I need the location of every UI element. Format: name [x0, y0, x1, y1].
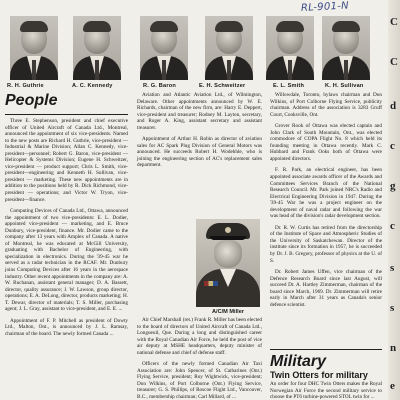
headshot-strip	[0, 16, 388, 82]
article-paragraph: An order for four DHC Twin Otters makes the Royal Norwegian Air Force the second military service to choose the PT6 turbine-powered STOL twin for ...	[270, 381, 382, 400]
military-heading: Military	[270, 353, 327, 370]
photo-caption: E. H. Schweitzer	[199, 83, 246, 89]
edge-glyph: C	[390, 16, 398, 28]
portrait-caption: A/C/M Miller	[211, 309, 244, 315]
article-paragraph: Dr. Robert James Uffen, vice chairman of the Defence Research Board since last August, will succeed Dr. A. Hartley Zimmerman, chairman of the board since March, 1969. Dr. Zimmerman will retire early in March after 31 years as Canada's senior defence scientist.	[270, 269, 382, 308]
people-heading: People	[5, 92, 58, 109]
headshot-photo	[73, 16, 121, 80]
edge-glyph: C	[390, 56, 398, 68]
article-paragraph: Officers of the newly formed Canadian Air Taxi Association are: John Spencer, of St. Catharines (Ont.) Flying Service, president; Roy Wightwick, vice-president; Don Wilkins, of Port Colborne (Ont.) Flying Service, treasurer; G. S. Phillips, of Roscoe Flight Ltd., Vancouver, B.C., membership chairman; Carl Millard, of ...	[137, 361, 262, 400]
headshot-photo	[140, 16, 188, 80]
edge-glyph: c	[390, 220, 395, 232]
article-paragraph: Dr. R. W. Curtis has retired from the directorship of the Institute of Space and Atmospheric Studies of the University of Saskatchewan. Director of the institute since its formation in 1957, he is succeeded by Dr. J. B. Gregory, professor of physics at the U. of S.	[270, 224, 382, 264]
article-column-3	[270, 92, 382, 313]
edge-glyph: s	[390, 302, 395, 314]
article-column-2	[137, 92, 262, 174]
edge-glyph: e	[390, 380, 395, 392]
article-column-2-lower	[137, 317, 262, 400]
photo-caption: E. L. Smith	[273, 83, 305, 89]
photo-caption: A. C. Kennedy	[72, 83, 113, 89]
article-paragraph: Willowdale, Toronto, bylaws chairman and Don Wilkins, of Port Colborne Flying Service, publicity chairman. Address of the association is 3283 Gruff Court, Cooksville, Ont.	[270, 92, 382, 118]
headshot-photo	[10, 16, 58, 80]
headshot-photo	[266, 16, 314, 80]
edge-glyph: c	[390, 140, 395, 152]
article-column-1	[5, 92, 128, 343]
edge-glyph: s	[390, 262, 395, 274]
article-paragraph: Air Chief Marshall (ret.) Frank R. Miller has been elected to the board of directors of United Aircraft of Canada Ltd., Longueuil, Que. During a long and distinguished career with the Royal Canadian Air Force, he held the post of vice air deputy at MSHE headquarters, deputy minister of national defense and chief of defense staff.	[137, 317, 262, 356]
edge-glyph: n	[390, 342, 397, 354]
section-rule	[270, 349, 382, 350]
article-paragraph: F. R. Park, an electrical engineer, has been appointed associate awards officer of the Awards and Committees Services Branch of the National Research Council. Mr. Park joined NRC's Radio and Electrical Engineering Division in 1947. During the '39-45 War he was a project engineer on the development of naval radar and following the war was head of the division's radar development section.	[270, 167, 382, 220]
article-paragraph: Aviation and Atlantic Aviation Ltd., of Wilmington, Delaware. Other appointments announced by W. E. Richards, chairman of the new firm, are: Harry E. Deppert, vice-president and treasurer; Rodney M. Layton, secretary, and Roger A. King, assistant secretary and assistant treasurer.	[137, 92, 262, 131]
handwritten-annotation: RL-901-N	[300, 0, 350, 14]
facing-page-edge	[388, 0, 400, 400]
article-paragraph: Three E. Stephenson, president and chief executive officer of United Aircraft of Canada Ltd., Montreal, announced the appointment of six vice-presidents. Named to the new posts are Richard H. Guthrie, vice-president — Industrial & Marine Division; Allan C. Kennedy, vice-president—personnel; Robert G. Baron, vice-president — Helicopter & Systems Division; Eugene H. Schweitzer, vice-president — product support; Chris L. Smith, vice-president—engineering and Kenneth H. Sullivan, vice-president — marketing. These new appointments are in addition to the positions held by R. Dick Richmond, vice-president — operations; and Victor W. Tryon, vice-president—finance.	[5, 118, 128, 203]
photo-caption: K. H. Sullivan	[325, 83, 364, 89]
headshot-photo	[322, 16, 370, 80]
military-portrait-photo	[196, 219, 260, 307]
article-paragraph: Appointment of F. P. Mitchell as president of Dowty Ltd., Malton, Ont., is announced by J. L. Ramsay, chairman of the board. The newly formed Canada ...	[5, 317, 128, 337]
headshot-photo	[205, 16, 253, 80]
section-rule	[5, 114, 128, 115]
photo-caption: R. G. Baron	[143, 83, 176, 89]
edge-glyph: d	[390, 100, 397, 112]
article-paragraph: Appointment of Arthur H. Robin as director of aviation sales for AC Spark Plug Division of General Motors was announced. He succeeds Robert H. Wodehhle, who is joining the engineering section of AC's replacement sales department.	[137, 136, 262, 169]
edge-glyph: g	[390, 180, 396, 192]
article-paragraph: Computing Devices of Canada Ltd., Ottawa, announced the appointment of two vice-presidents: E. L. Dodier, appointed vice-president — marketing, and E. Bruce Dunbury, vice-president, finance. Mr. Dodier came to the company after 13 years with Amplex of Canada. A native of Montreal, he was educated at McGill University, graduating with Bachelor of Engineering, with specialization in electronics. During the '39-45 war he served as a radar technician in the RCAF. Mr. Dunbury joins Computing Devices after 16 years in the aerospace industry. Other recent appointments in the company are: A. W. Buchanan, assistant general manager; D. A. Bassett, director, quality assurance; J. W. Lawson, group director, operations; E. A. DeLong, director, products marketing; H. T. Dewar, director of materials; T. S. Miller, purchasing agent; J. L. Gray, assistant to vice-president, and E. E. ...	[5, 208, 128, 313]
article-paragraph: Grover Rook of Ottawa was elected captain and John Clark of South Mountain, Ont., was elected commodore of COPA Flight No. 8 which held its founding meeting in Ottawa recently. Mark C. Hubbard and Frank Ooks both of Ottawa were appointed directors.	[270, 123, 382, 162]
military-subheading: Twin Otters for military	[270, 370, 368, 380]
photo-caption: R. H. Guthrie	[7, 83, 44, 89]
